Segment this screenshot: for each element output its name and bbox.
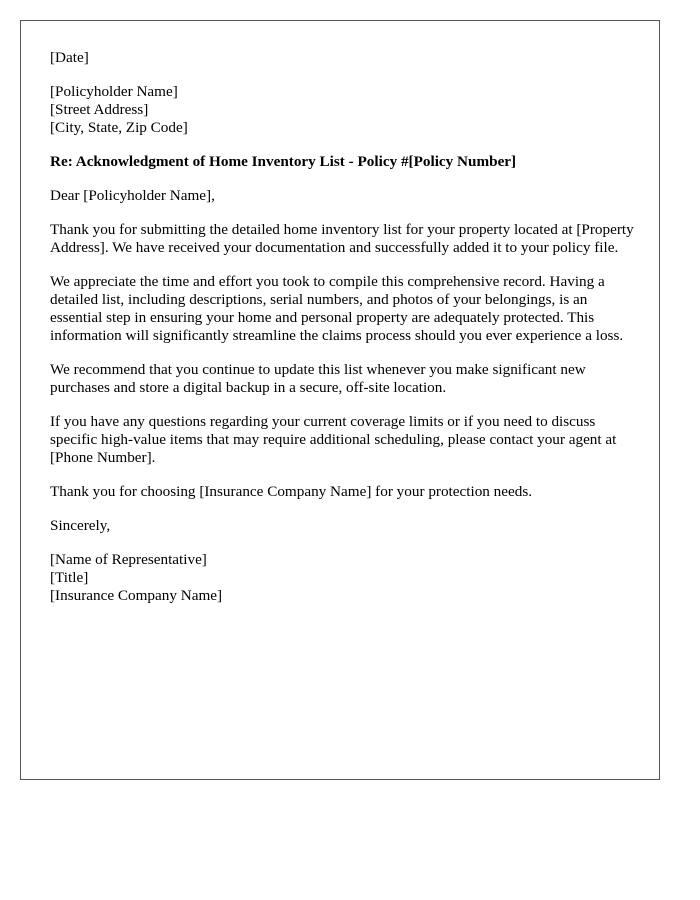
closing: Sincerely, bbox=[50, 517, 111, 534]
date-block bbox=[50, 49, 635, 67]
body-paragraph-5: Thank you for choosing [Insurance Company Name] for your protection needs. bbox=[50, 483, 533, 500]
recipient-city-state-zip: [City, State, Zip Code] bbox=[50, 119, 188, 136]
subject-line: Re: Acknowledgment of Home Inventory List - Policy #[Policy Number] bbox=[50, 153, 517, 170]
letter-page bbox=[20, 20, 660, 780]
body-paragraph-3: We recommend that you continue to update this list whenever you make significant new purchases and store a digital backup in a secure, off-site location. bbox=[50, 361, 586, 396]
signature-name: [Name of Representative] bbox=[50, 551, 207, 568]
body-paragraph-2: We appreciate the time and effort you took to compile this comprehensive record. Having a detailed list, including descriptions, serial numbers, and photos of your belongings, is an essential step in ensuring your home and personal property are adequately protected. This information will significantly streamline the claims process should you ever experience a loss. bbox=[50, 273, 624, 344]
body-paragraph-4: If you have any questions regarding your current coverage limits or if you need to discuss specific high-value items that may require additional scheduling, please contact your agent at [Phone Number]. bbox=[50, 413, 617, 466]
signature-company: [Insurance Company Name] bbox=[50, 587, 223, 604]
recipient-address bbox=[50, 83, 635, 137]
signature-title: [Title] bbox=[50, 569, 89, 586]
recipient-name: [Policyholder Name] bbox=[50, 83, 178, 100]
salutation: Dear [Policyholder Name], bbox=[50, 187, 215, 204]
letter-content bbox=[50, 49, 635, 621]
letter-date: [Date] bbox=[50, 49, 89, 66]
recipient-street: [Street Address] bbox=[50, 101, 149, 118]
signature-block bbox=[50, 551, 635, 605]
body-paragraph-1: Thank you for submitting the detailed home inventory list for your property located at [Property Address]. We have received your documentation and successfully added it to your policy file. bbox=[50, 221, 634, 256]
